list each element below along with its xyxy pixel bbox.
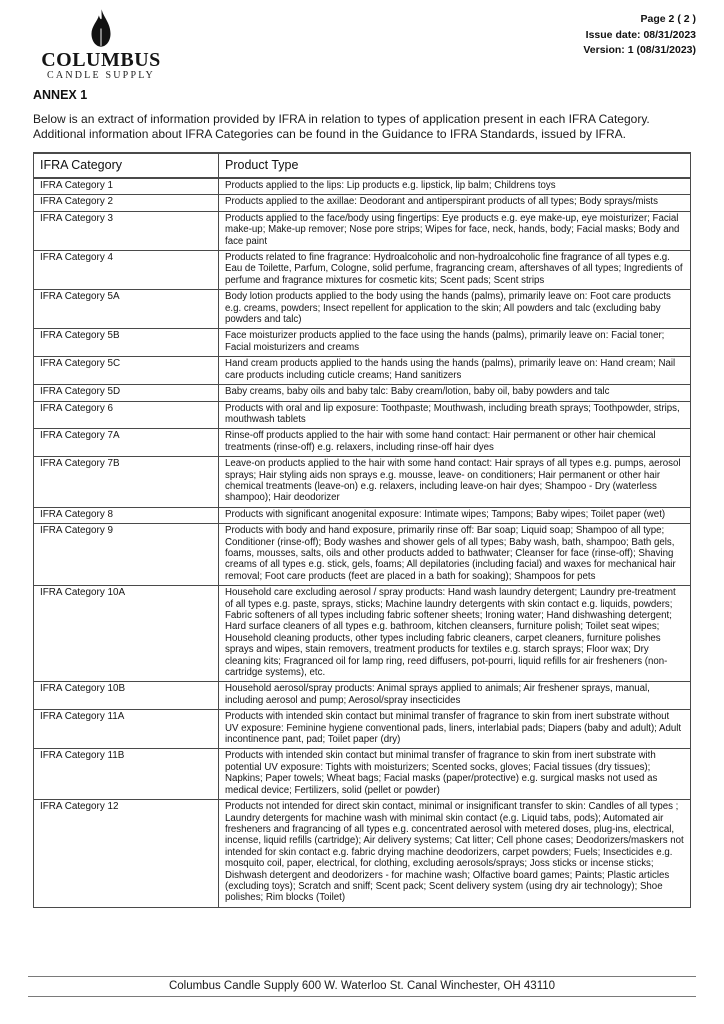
ifra-category-cell: IFRA Category 4 xyxy=(34,251,219,290)
table-row xyxy=(34,682,691,710)
annex-title: ANNEX 1 xyxy=(33,88,88,102)
product-type-cell: Face moisturizer products applied to the face using the hands (palms), primarily leave on: Facial toner; Facial moisturizers and creams xyxy=(219,329,691,357)
footer xyxy=(28,976,696,997)
table-row xyxy=(34,401,691,429)
ifra-category-cell: IFRA Category 5A xyxy=(34,290,219,329)
ifra-category-cell: IFRA Category 11B xyxy=(34,749,219,800)
logo-wordmark: COLUMBUS xyxy=(41,49,161,71)
ifra-category-cell: IFRA Category 10B xyxy=(34,682,219,710)
document-meta xyxy=(583,12,696,59)
ifra-category-cell: IFRA Category 5B xyxy=(34,329,219,357)
product-type-cell: Products applied to the face/body using fingertips: Eye products e.g. eye make-up, eye moisturizer; Facial make-up; Make-up remover; Nose pore strips; Wipes for face, neck, hands, body; Facial masks; Body and face paint xyxy=(219,211,691,250)
table-row xyxy=(34,749,691,800)
product-type-cell: Household aerosol/spray products: Animal sprays applied to animals; Air freshener sprays, manual, including aerosol and pump; Aerosol/spray insecticides xyxy=(219,682,691,710)
ifra-category-cell: IFRA Category 9 xyxy=(34,524,219,586)
product-type-cell: Products related to fine fragrance: Hydroalcoholic and non-hydroalcoholic fine fragrance of all types e.g. Eau de Toilette, Parfum, Cologne, solid perfume, fragrancing cream, aftershaves of all types; Ingredients of perfume and fragrance mixtures for cosmetic kits; Scent pads; Scent strips xyxy=(219,251,691,290)
ifra-category-cell: IFRA Category 7A xyxy=(34,429,219,457)
table-row xyxy=(34,357,691,385)
flame-icon xyxy=(84,8,118,50)
table-row xyxy=(34,290,691,329)
table-row xyxy=(34,251,691,290)
footer-address: Columbus Candle Supply 600 W. Waterloo St. Canal Winchester, OH 43110 xyxy=(168,980,556,992)
ifra-category-cell: IFRA Category 1 xyxy=(34,178,219,195)
product-type-cell: Body lotion products applied to the body using the hands (palms), primarily leave on: Foot care products e.g. creams, powders; Insect repellent for application to the skin; All powders and talc (excluding baby powders and talc) xyxy=(219,290,691,329)
table-row xyxy=(34,710,691,749)
ifra-category-cell: IFRA Category 5D xyxy=(34,385,219,401)
ifra-category-cell: IFRA Category 10A xyxy=(34,586,219,682)
product-type-cell: Baby creams, baby oils and baby talc: Baby cream/lotion, baby oil, baby powders and talc xyxy=(219,385,691,401)
company-logo xyxy=(40,8,162,82)
logo-subtitle: CANDLE SUPPLY xyxy=(47,70,155,81)
column-header-product-type: Product Type xyxy=(219,153,691,178)
ifra-category-cell: IFRA Category 5C xyxy=(34,357,219,385)
table-row xyxy=(34,178,691,195)
table-header-row xyxy=(34,153,691,178)
ifra-category-cell: IFRA Category 7B xyxy=(34,457,219,508)
ifra-category-cell: IFRA Category 11A xyxy=(34,710,219,749)
product-type-cell: Products with intended skin contact but minimal transfer of fragrance to skin from inert substrate with potential UV exposure: Tights with moisturizers; Scented socks, gloves; Facial tissues (dry tissues); Napkins; Paper towels; Wheat bags; Facial masks (paper/protective) e.g. surgical masks not used as medical device; Fertilizers, solid (pellet or powder) xyxy=(219,749,691,800)
product-type-cell: Products applied to the lips: Lip products e.g. lipstick, lip balm; Childrens toys xyxy=(219,178,691,195)
product-type-cell: Products with significant anogenital exposure: Intimate wipes; Tampons; Baby wipes; Toilet paper (wet) xyxy=(219,507,691,523)
ifra-category-cell: IFRA Category 12 xyxy=(34,800,219,908)
product-type-cell: Household care excluding aerosol / spray products: Hand wash laundry detergent; Laundry pre-treatment of all types e.g. paste, sprays, sticks; Machine laundry detergents with skin contact e.g. liquids, powders; Fabric softeners of all types including fabric softener sheets; Ironing water; Hand dishwashing detergent; Hard surface cleaners of all types e.g. bathroom, kitchen cleansers, furniture polish; Toilet seat wipes; Household cleaning products, other types including fabric cleaners, carpet cleaners, furniture polishes sprays and wipes, stain removers, treatment products for textiles e.g. starch sprays; Floor wax; Dry cleaning kits; Fragranced oil for lamp ring, reed diffusers, pot-pourri, liquid refills for air fresheners (non-cartridge systems), etc. xyxy=(219,586,691,682)
product-type-cell: Products with body and hand exposure, primarily rinse off: Bar soap; Liquid soap; Shampoo of all type; Conditioner (rinse-off); Body washes and shower gels of all types; Baby wash, bath, shampoo; Bath gels, foams, mousses, salts, oils and other products added to bathwater; Cleanser for face (rinse-off); Shaving creams of all types e.g. stick, gels, foams; All depilatories (including facial) and waxes for mechanical hair removal; Foot care products (feet are placed in a bath for soaking); Shampoos for pets xyxy=(219,524,691,586)
product-type-cell: Hand cream products applied to the hands using the hands (palms), primarily leave on: Hand cream; Nail care products including cuticle creams; Hand sanitizers xyxy=(219,357,691,385)
table-row xyxy=(34,586,691,682)
intro-paragraph: Below is an extract of information provided by IFRA in relation to types of application present in each IFRA Category. Additional information about IFRA Categories can be found in the Guidance to IFRA Standards, issued by IFRA. xyxy=(33,112,650,141)
column-header-ifra-category: IFRA Category xyxy=(34,153,219,178)
product-type-cell: Products not intended for direct skin contact, minimal or insignificant transfer to skin: Candles of all types ; Laundry detergents for machine wash with minimal skin contact (e.g. Liquid tabs, pods); Automated air fresheners and fragrancing of all types e.g. concentrated aerosol with metered doses, plug-ins, electrical, incense, liquid refills (cartridge); Air delivery systems; Cat litter; Cell phone cases; Deodorizers/maskers not intended for skin contact e.g. fabric drying machine deodorizers, carpet powders; Fuels; Insecticides e.g. mosquito coil, paper, electrical, for clothing, excluding aerosols/sprays; Joss sticks or incense sticks; Dishwash detergent and deodorizers - for machine wash; Olfactive board games; Paints; Plastic articles (excluding toys); Scratch and sniff; Scent pack; Scent delivery system (using dry air technology); Shoe polishes; Rim blocks (Toilet) xyxy=(219,800,691,908)
ifra-category-table xyxy=(33,152,691,908)
table-row xyxy=(34,800,691,908)
product-type-cell: Rinse-off products applied to the hair with some hand contact: Hair permanent or other hair chemical treatments (rinse-off) e.g. relaxers, including rinse-off hair dyes xyxy=(219,429,691,457)
table-row xyxy=(34,457,691,508)
table-row xyxy=(34,429,691,457)
ifra-category-cell: IFRA Category 6 xyxy=(34,401,219,429)
table-row xyxy=(34,329,691,357)
table-row xyxy=(34,507,691,523)
version: Version: 1 (08/31/2023) xyxy=(583,44,696,56)
ifra-category-cell: IFRA Category 8 xyxy=(34,507,219,523)
page-number: Page 2 ( 2 ) xyxy=(640,13,696,25)
ifra-category-cell: IFRA Category 2 xyxy=(34,195,219,211)
product-type-cell: Products with intended skin contact but minimal transfer of fragrance to skin from inert substrate without UV exposure: Feminine hygiene conventional pads, liners, interlabial pads; Diapers (baby and adult); Adult incontinence pant, pad; Toilet paper (dry) xyxy=(219,710,691,749)
issue-date: Issue date: 08/31/2023 xyxy=(585,28,696,41)
table-row xyxy=(34,211,691,250)
product-type-cell: Products with oral and lip exposure: Toothpaste; Mouthwash, including breath sprays; Toothpowder, strips, mouthwash tablets xyxy=(219,401,691,429)
ifra-category-cell: IFRA Category 3 xyxy=(34,211,219,250)
table-row xyxy=(34,195,691,211)
product-type-cell: Products applied to the axillae: Deodorant and antiperspirant products of all types; Body sprays/mists xyxy=(219,195,691,211)
product-type-cell: Leave-on products applied to the hair with some hand contact: Hair sprays of all types e.g. pumps, aerosol sprays; Hair styling aids non sprays e.g. mousse, leave- on conditioners; Hair permanent or other hair chemical treatments (leave-on) e.g. relaxers, including leave-on hair dyes; Shampoo - Dry (waterless shampoo); Hair deodorizer xyxy=(219,457,691,508)
table-row xyxy=(34,524,691,586)
table-row xyxy=(34,385,691,401)
